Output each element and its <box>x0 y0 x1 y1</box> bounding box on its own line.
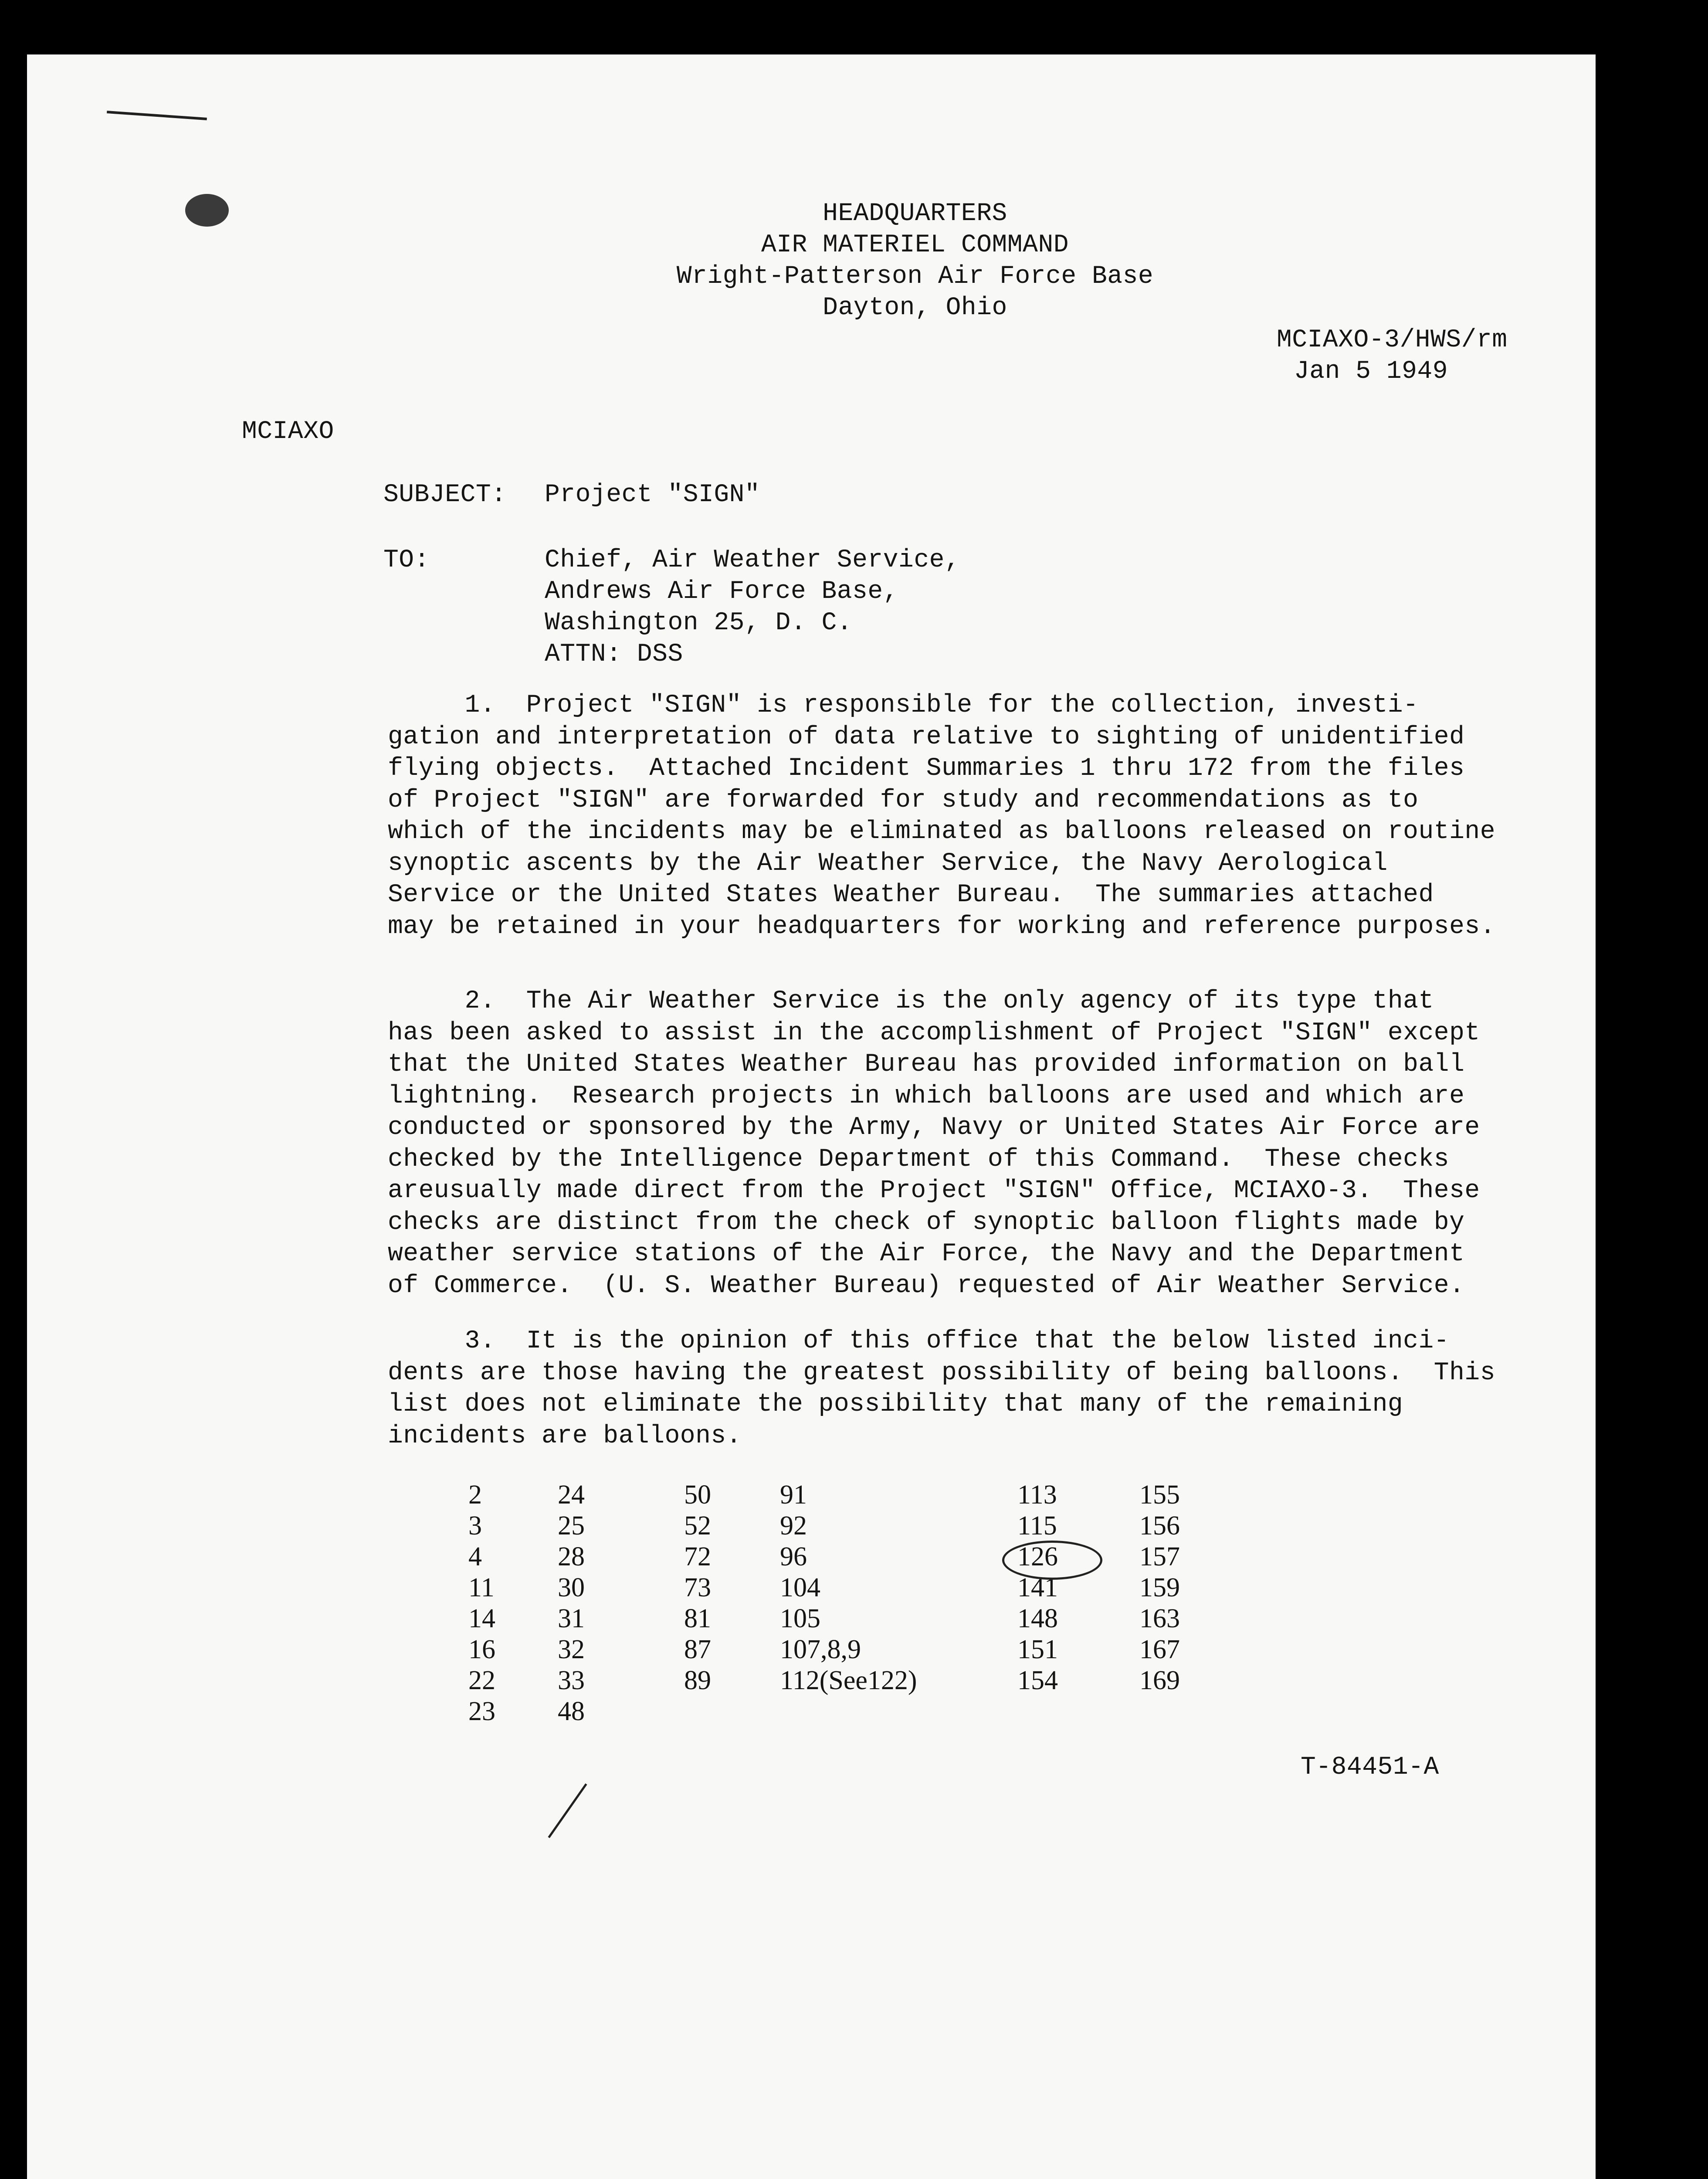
incident-number: 113 <box>1017 1480 1057 1510</box>
paragraph-line: checked by the Intelligence Department of this Command. These checks <box>388 1145 1450 1174</box>
incident-number: 16 <box>468 1635 495 1664</box>
paragraph-line: Service or the United States Weather Bureau. The summaries attached <box>388 881 1434 909</box>
incident-number: 4 <box>468 1542 482 1571</box>
paragraph-line: incidents are balloons. <box>388 1422 742 1450</box>
incident-number: 155 <box>1139 1480 1180 1510</box>
incident-number: 25 <box>558 1511 585 1541</box>
incident-column-4 <box>780 1480 917 1696</box>
circled-incident-mark <box>1002 1541 1102 1580</box>
paragraph-2 <box>388 986 1582 1302</box>
subject-label: SUBJECT: <box>383 481 507 509</box>
incident-column-3 <box>684 1480 711 1696</box>
incident-number: 157 <box>1139 1542 1180 1571</box>
incident-column-6 <box>1139 1480 1180 1696</box>
paragraph-line: checks are distinct from the check of synoptic balloon flights made by <box>388 1208 1465 1237</box>
paragraph-line: weather service stations of the Air Force, the Navy and the Department <box>388 1240 1465 1268</box>
incident-number: 2 <box>468 1480 482 1510</box>
incident-number: 73 <box>684 1573 711 1602</box>
incident-number: 156 <box>1139 1511 1180 1541</box>
incident-number: 89 <box>684 1666 711 1695</box>
letterhead-city: Dayton, Ohio <box>823 294 1007 322</box>
office-symbol: MCIAXO <box>242 417 334 446</box>
paragraph-line: 3. It is the opinion of this office that the below listed inci- <box>388 1327 1450 1355</box>
paragraph-line: that the United States Weather Bureau has provided information on ball <box>388 1050 1465 1079</box>
incident-number: 159 <box>1139 1573 1180 1602</box>
incident-number: 14 <box>468 1604 495 1633</box>
incident-column-5 <box>1017 1480 1058 1696</box>
incident-column-2 <box>558 1480 585 1727</box>
incident-number: 112(See122) <box>780 1666 917 1695</box>
incident-number: 22 <box>468 1666 495 1695</box>
incident-number: 81 <box>684 1604 711 1633</box>
reference-symbol: MCIAXO-3/HWS/rm <box>1277 326 1508 354</box>
paragraph-line: lightning. Research projects in which balloons are used and which are <box>388 1082 1465 1110</box>
incident-number: 141 <box>1017 1573 1058 1602</box>
to-line: Washington 25, D. C. <box>545 609 853 637</box>
incident-number: 115 <box>1017 1511 1057 1541</box>
to-line: Andrews Air Force Base, <box>545 577 899 606</box>
incident-number: 91 <box>780 1480 807 1510</box>
incident-number: 169 <box>1139 1666 1180 1695</box>
letter-date: Jan 5 1949 <box>1294 357 1448 386</box>
subject-value: Project "SIGN" <box>545 481 760 509</box>
incident-number: 11 <box>468 1573 495 1602</box>
incident-number: 30 <box>558 1573 585 1602</box>
incident-number: 3 <box>468 1511 482 1541</box>
paragraph-line: flying objects. Attached Incident Summaries 1 thru 172 from the files <box>388 754 1465 783</box>
paragraph-line: of Project "SIGN" are forwarded for study and recommendations as to <box>388 786 1419 815</box>
incident-number: 163 <box>1139 1604 1180 1633</box>
incident-number: 92 <box>780 1511 807 1541</box>
paragraph-line: may be retained in your headquarters for working and reference purposes. <box>388 912 1496 941</box>
to-label: TO: <box>383 546 430 574</box>
document-number: T-84451-A <box>1301 1753 1439 1782</box>
incident-number: 50 <box>684 1480 711 1510</box>
paragraph-line: has been asked to assist in the accomplishment of Project "SIGN" except <box>388 1018 1480 1047</box>
incident-number: 33 <box>558 1666 585 1695</box>
paragraph-line: list does not eliminate the possibility that many of the remaining <box>388 1390 1403 1419</box>
incident-number: 52 <box>684 1511 711 1541</box>
punch-hole <box>185 194 229 227</box>
incident-column-1 <box>468 1480 495 1727</box>
paragraph-line: areusually made direct from the Project "SIGN" Office, MCIAXO-3. These <box>388 1177 1480 1205</box>
incident-number: 87 <box>684 1635 711 1664</box>
incident-number: 105 <box>780 1604 820 1633</box>
letterhead-headquarters: HEADQUARTERS <box>823 200 1007 228</box>
paragraph-1 <box>388 690 1582 943</box>
paragraph-line: which of the incidents may be eliminated as balloons released on routine <box>388 818 1496 846</box>
incident-number: 167 <box>1139 1635 1180 1664</box>
paragraph-3 <box>388 1326 1582 1452</box>
paragraph-line: synoptic ascents by the Air Weather Service, the Navy Aerological <box>388 849 1388 878</box>
paragraph-line: gation and interpretation of data relative to sighting of unidentified <box>388 723 1465 751</box>
paragraph-line: of Commerce. (U. S. Weather Bureau) requested of Air Weather Service. <box>388 1271 1465 1300</box>
incident-number: 154 <box>1017 1666 1058 1695</box>
incident-number: 148 <box>1017 1604 1058 1633</box>
incident-number: 126 <box>1017 1542 1058 1571</box>
letterhead-command: AIR MATERIEL COMMAND <box>761 231 1069 259</box>
incident-number: 72 <box>684 1542 711 1571</box>
letterhead-base: Wright-Patterson Air Force Base <box>676 262 1154 291</box>
paragraph-line: conducted or sponsored by the Army, Navy or United States Air Force are <box>388 1113 1480 1142</box>
to-line: ATTN: DSS <box>545 640 683 669</box>
paragraph-line: dents are those having the greatest possibility of being balloons. This <box>388 1358 1496 1387</box>
paragraph-line: 1. Project "SIGN" is responsible for the collection, investi- <box>388 691 1419 720</box>
to-line: Chief, Air Weather Service, <box>545 546 960 574</box>
incident-number: 96 <box>780 1542 807 1571</box>
incident-number: 151 <box>1017 1635 1058 1664</box>
incident-number: 31 <box>558 1604 585 1633</box>
incident-number: 23 <box>468 1697 495 1726</box>
incident-number: 48 <box>558 1697 585 1726</box>
incident-number: 24 <box>558 1480 585 1510</box>
paragraph-line: 2. The Air Weather Service is the only agency of its type that <box>388 987 1434 1015</box>
incident-number: 107,8,9 <box>780 1635 861 1664</box>
incident-number: 32 <box>558 1635 585 1664</box>
incident-number: 104 <box>780 1573 820 1602</box>
incident-number: 28 <box>558 1542 585 1571</box>
